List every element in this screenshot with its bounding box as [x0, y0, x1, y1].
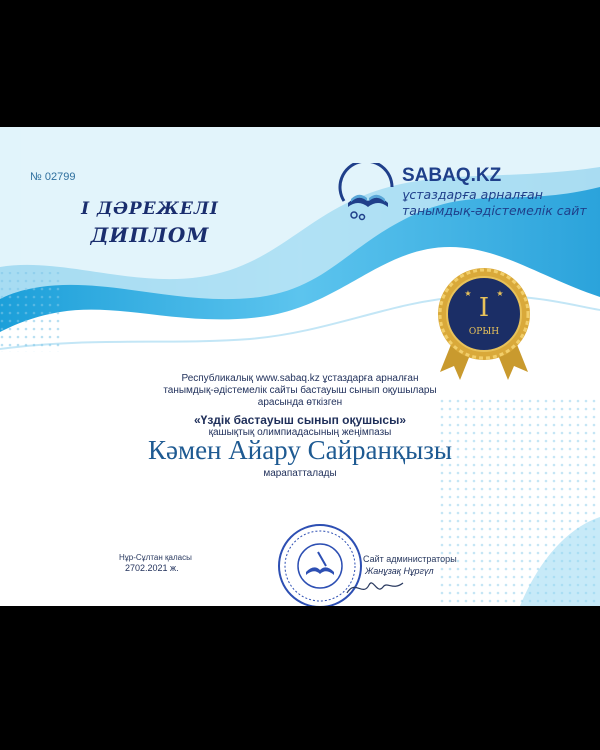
intro-line-2: танымдық-әдістемелік сайты бастауыш сынып оқушылары — [163, 385, 437, 396]
intro-line-3: арасында өткізген — [257, 397, 343, 408]
issue-date: 2702.2021 ж. — [125, 563, 179, 573]
city-label: Нұр-Сұлтан қаласы — [119, 553, 192, 562]
admin-name: Жанұзақ Нұргүл — [365, 566, 434, 576]
awarded-text: марапатталады — [263, 468, 337, 479]
logo-tagline-1: ұстаздарға арналған — [402, 187, 543, 202]
diploma-number: № 02799 — [30, 171, 76, 183]
medal-label: ОРЫН — [468, 327, 500, 337]
diploma-card — [0, 127, 600, 606]
diploma-title: ДИПЛОМ — [90, 223, 210, 247]
first-place-medal-icon — [434, 264, 534, 384]
svg-text:★: ★ — [464, 289, 472, 298]
recipient-name: Кәмен Айару Сайранқызы — [147, 435, 453, 465]
olympiad-title: «Үздік бастауыш сынып оқушысы» — [193, 413, 407, 427]
admin-role: Сайт администраторы — [363, 554, 457, 564]
signature-icon — [345, 575, 405, 599]
logo-name: SABAQ.KZ — [402, 165, 502, 186]
intro-line-1: Республикалық www.sabaq.kz ұстаздарға арналған — [181, 373, 419, 384]
book-globe-logo-icon — [338, 163, 398, 221]
svg-text:★: ★ — [496, 289, 504, 298]
diploma-degree: I ДӘРЕЖЕЛІ — [81, 199, 219, 219]
medal-numeral: I — [478, 293, 490, 323]
olympiad-subtitle: қашықтық олимпиадасының жеңімпазы — [208, 427, 392, 438]
logo-tagline-2: танымдық-әдістемелік сайт — [402, 203, 587, 218]
